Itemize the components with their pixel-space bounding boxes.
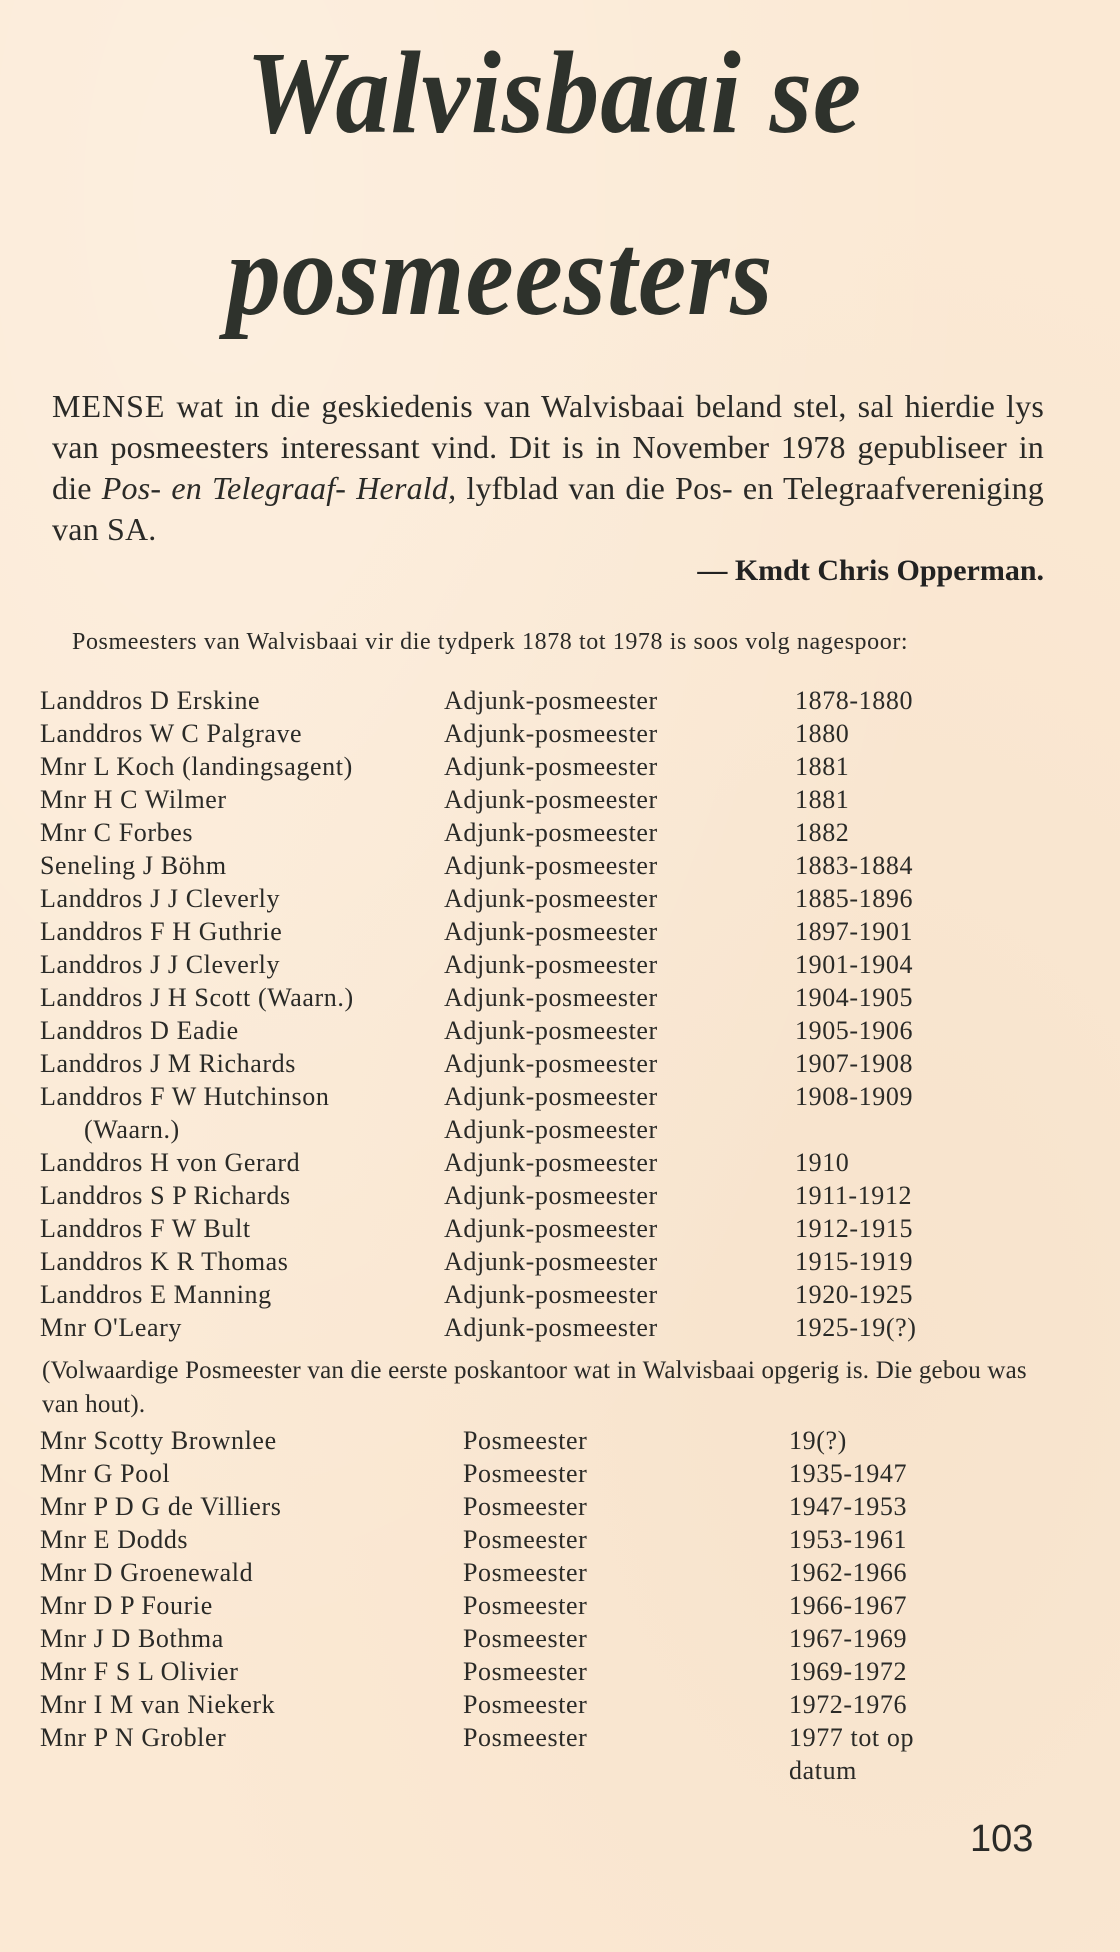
postmaster-name: Mnr I M van Niekerk bbox=[40, 1690, 276, 1719]
postmaster-role: Posmeester bbox=[463, 1657, 588, 1686]
postmaster-role: Adjunk-posmeester bbox=[444, 752, 658, 781]
postmaster-role: Posmeester bbox=[463, 1723, 588, 1752]
postmaster-name: Landdros J J Cleverly bbox=[40, 950, 281, 979]
last-years-continuation: datum bbox=[789, 1756, 857, 1785]
postmaster-years: 1947-1953 bbox=[789, 1492, 908, 1521]
postmaster-years: 1904-1905 bbox=[795, 983, 914, 1012]
postmaster-name: Landdros F H Guthrie bbox=[40, 917, 283, 946]
postmaster-years: 1910 bbox=[795, 1148, 850, 1177]
intro-text-2: lyfblad van die Pos- en Telegraafvereniging van SA. bbox=[52, 470, 1044, 547]
postmaster-years: 1880 bbox=[795, 719, 850, 748]
postmaster-role: Adjunk-posmeester bbox=[444, 1049, 658, 1078]
postmaster-years: 1908-1909 bbox=[795, 1082, 914, 1111]
table-row bbox=[0, 1113, 1120, 1146]
postmaster-years: 1897-1901 bbox=[795, 917, 914, 946]
postmaster-name: Landdros D Erskine bbox=[40, 686, 261, 715]
table-row bbox=[0, 783, 1120, 816]
table-row bbox=[0, 882, 1120, 915]
table-row bbox=[0, 1424, 1120, 1457]
publication-name: Pos- en Telegraaf- Herald, bbox=[101, 470, 457, 506]
table-row bbox=[0, 1523, 1120, 1556]
table-row bbox=[0, 1014, 1120, 1047]
postmaster-years: 1935-1947 bbox=[789, 1459, 908, 1488]
table-row bbox=[0, 1047, 1120, 1080]
postmaster-role: Adjunk-posmeester bbox=[444, 1016, 658, 1045]
postmaster-name: Mnr G Pool bbox=[40, 1459, 171, 1488]
postmaster-years: 1883-1884 bbox=[795, 851, 914, 880]
list-lead-paragraph: Posmeesters van Walvisbaai vir die tydperk 1878 tot 1978 is soos volg nagespoor: bbox=[72, 629, 909, 655]
postmaster-role: Adjunk-posmeester bbox=[444, 1247, 658, 1276]
table-row bbox=[0, 684, 1120, 717]
postmaster-years: 1911-1912 bbox=[795, 1181, 913, 1210]
postmaster-role: Posmeester bbox=[463, 1492, 588, 1521]
author-byline: — Kmdt Chris Opperman. bbox=[697, 554, 1044, 587]
postmaster-years: 1969-1972 bbox=[789, 1657, 908, 1686]
table-row bbox=[0, 1080, 1120, 1113]
intro-text-1: wat in die geskiedenis van Walvisbaai beland stel, sal hierdie lys van posmeesters interessant vind. Dit is in November 1978 gepubliseer in die bbox=[52, 388, 1044, 506]
postmasters-list bbox=[0, 1424, 1120, 1754]
postmaster-role: Adjunk-posmeester bbox=[444, 1280, 658, 1309]
page-number: 103 bbox=[970, 1818, 1034, 1860]
table-row bbox=[0, 1212, 1120, 1245]
postmaster-name: Landdros S P Richards bbox=[40, 1181, 291, 1210]
postmaster-years: 1881 bbox=[795, 785, 850, 814]
postmaster-role: Adjunk-posmeester bbox=[444, 818, 658, 847]
postmaster-role: Adjunk-posmeester bbox=[444, 1313, 658, 1342]
postmaster-role: Posmeester bbox=[463, 1690, 588, 1719]
table-row bbox=[0, 1556, 1120, 1589]
postmaster-years: 1881 bbox=[795, 752, 850, 781]
first-post-office-note: (Volwaardige Posmeester van die eerste poskantoor wat in Walvisbaai opgerig is. Die gebou was van hout). bbox=[42, 1357, 1027, 1418]
postmaster-years: 1915-1919 bbox=[795, 1247, 914, 1276]
postmaster-role: Adjunk-posmeester bbox=[444, 686, 658, 715]
postmaster-role: Adjunk-posmeester bbox=[444, 851, 658, 880]
postmaster-years: 1925-19(?) bbox=[795, 1313, 917, 1342]
table-row bbox=[0, 1688, 1120, 1721]
postmaster-name: Landdros J J Cleverly bbox=[40, 884, 281, 913]
postmaster-role: Adjunk-posmeester bbox=[444, 983, 658, 1012]
table-row bbox=[0, 1457, 1120, 1490]
postmaster-years: 1912-1915 bbox=[795, 1214, 914, 1243]
postmaster-name: Mnr F S L Olivier bbox=[40, 1657, 239, 1686]
table-row bbox=[0, 816, 1120, 849]
table-row bbox=[0, 1589, 1120, 1622]
intro-paragraph bbox=[52, 386, 1044, 550]
table-row bbox=[0, 750, 1120, 783]
postmaster-name: Mnr Scotty Brownlee bbox=[40, 1426, 277, 1455]
postmaster-role: Posmeester bbox=[463, 1525, 588, 1554]
table-row bbox=[0, 1655, 1120, 1688]
postmaster-role: Posmeester bbox=[463, 1591, 588, 1620]
postmaster-name: Mnr O'Leary bbox=[40, 1313, 182, 1342]
postmaster-role: Adjunk-posmeester bbox=[444, 917, 658, 946]
postmaster-years: 1967-1969 bbox=[789, 1624, 908, 1653]
postmaster-name: Landdros K R Thomas bbox=[40, 1247, 289, 1276]
table-row bbox=[0, 1278, 1120, 1311]
table-row bbox=[0, 1721, 1120, 1754]
postmaster-role: Adjunk-posmeester bbox=[444, 1082, 658, 1111]
table-row bbox=[0, 981, 1120, 1014]
postmaster-role: Adjunk-posmeester bbox=[444, 1214, 658, 1243]
postmaster-years: 1878-1880 bbox=[795, 686, 914, 715]
table-row bbox=[0, 1311, 1120, 1344]
postmaster-years: 1977 tot op bbox=[789, 1723, 915, 1752]
postmaster-name: Mnr J D Bothma bbox=[40, 1624, 224, 1653]
table-row bbox=[0, 1146, 1120, 1179]
table-row bbox=[0, 849, 1120, 882]
postmaster-name: Seneling J Böhm bbox=[40, 851, 227, 880]
postmaster-name: Landdros J H Scott (Waarn.) bbox=[40, 983, 354, 1012]
postmaster-years: 1920-1925 bbox=[795, 1280, 914, 1309]
postmaster-role: Adjunk-posmeester bbox=[444, 1148, 658, 1177]
postmaster-years: 1905-1906 bbox=[795, 1016, 914, 1045]
postmaster-name: Landdros F W Hutchinson bbox=[40, 1082, 330, 1111]
postmaster-years: 1966-1967 bbox=[789, 1591, 908, 1620]
postmaster-name: Mnr P N Grobler bbox=[40, 1723, 227, 1752]
postmaster-years: 1953-1961 bbox=[789, 1525, 908, 1554]
postmaster-years: 1882 bbox=[795, 818, 850, 847]
postmaster-years: 1901-1904 bbox=[795, 950, 914, 979]
postmaster-name: Landdros W C Palgrave bbox=[40, 719, 303, 748]
postmaster-role: Adjunk-posmeester bbox=[444, 1115, 658, 1144]
table-row bbox=[0, 948, 1120, 981]
postmaster-name: Mnr H C Wilmer bbox=[40, 785, 227, 814]
postmaster-role: Posmeester bbox=[463, 1624, 588, 1653]
postmaster-name: Landdros D Eadie bbox=[40, 1016, 239, 1045]
postmaster-name: Mnr E Dodds bbox=[40, 1525, 189, 1554]
table-row bbox=[0, 717, 1120, 750]
table-row bbox=[0, 1179, 1120, 1212]
postmaster-years: 1972-1976 bbox=[789, 1690, 908, 1719]
table-row bbox=[0, 1622, 1120, 1655]
postmaster-name: Landdros E Manning bbox=[40, 1280, 272, 1309]
table-row bbox=[0, 1245, 1120, 1278]
postmaster-role: Posmeester bbox=[463, 1426, 588, 1455]
postmaster-name: Landdros H von Gerard bbox=[40, 1148, 301, 1177]
postmaster-role: Posmeester bbox=[463, 1459, 588, 1488]
postmaster-role: Adjunk-posmeester bbox=[444, 884, 658, 913]
postmaster-years: 1885-1896 bbox=[795, 884, 914, 913]
postmaster-name: Mnr D P Fourie bbox=[40, 1591, 213, 1620]
postmaster-name: Mnr C Forbes bbox=[40, 818, 194, 847]
postmaster-name: (Waarn.) bbox=[84, 1115, 180, 1144]
postmaster-role: Adjunk-posmeester bbox=[444, 719, 658, 748]
postmaster-years: 1907-1908 bbox=[795, 1049, 914, 1078]
postmaster-years: 1962-1966 bbox=[789, 1558, 908, 1587]
postmaster-name: Mnr P D G de Villiers bbox=[40, 1492, 282, 1521]
deputy-postmasters-list bbox=[0, 684, 1120, 1344]
postmaster-role: Posmeester bbox=[463, 1558, 588, 1587]
postmaster-name: Mnr D Groenewald bbox=[40, 1558, 254, 1587]
postmaster-name: Landdros J M Richards bbox=[40, 1049, 296, 1078]
table-row bbox=[0, 1490, 1120, 1523]
article-title-line-1: Walvisbaai se bbox=[245, 27, 863, 158]
postmaster-name: Landdros F W Bult bbox=[40, 1214, 251, 1243]
postmaster-years: 19(?) bbox=[789, 1426, 847, 1455]
article-title-line-2: posmeesters bbox=[226, 209, 774, 340]
intro-lead-caps: MENSE bbox=[52, 388, 166, 424]
postmaster-name: Mnr L Koch (landingsagent) bbox=[40, 752, 353, 781]
postmaster-role: Adjunk-posmeester bbox=[444, 785, 658, 814]
postmaster-role: Adjunk-posmeester bbox=[444, 1181, 658, 1210]
table-row bbox=[0, 915, 1120, 948]
postmaster-role: Adjunk-posmeester bbox=[444, 950, 658, 979]
